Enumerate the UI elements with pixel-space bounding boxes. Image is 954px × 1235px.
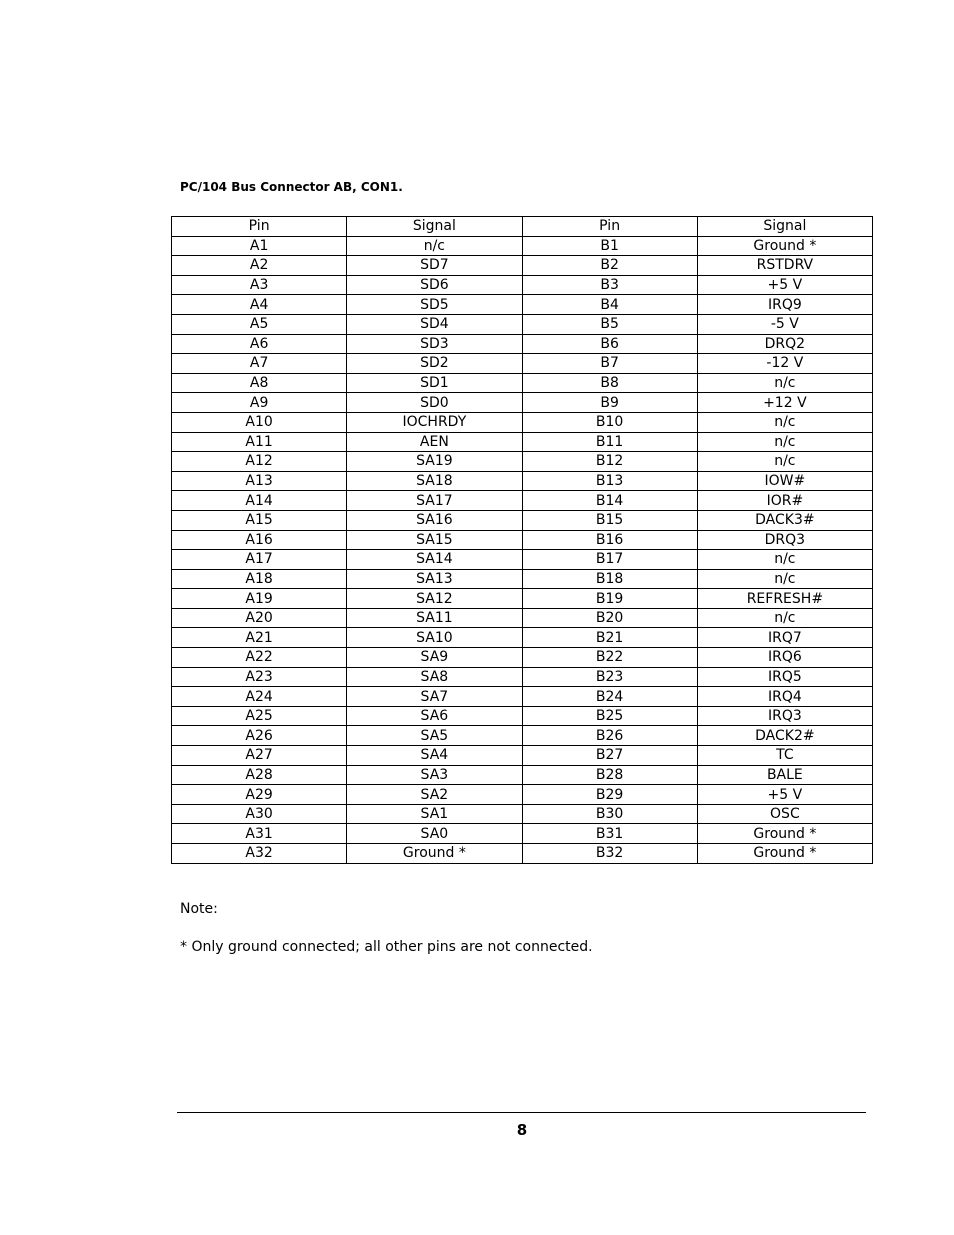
cell-signal-a: SA13 bbox=[347, 569, 522, 589]
cell-pin-b: B25 bbox=[522, 706, 697, 726]
cell-pin-a: A18 bbox=[172, 569, 347, 589]
cell-signal-a: SD4 bbox=[347, 314, 522, 334]
cell-signal-b: +12 V bbox=[697, 393, 872, 413]
cell-pin-a: A14 bbox=[172, 491, 347, 511]
cell-pin-a: A7 bbox=[172, 354, 347, 374]
table-row bbox=[172, 412, 873, 432]
cell-signal-b: +5 V bbox=[697, 275, 872, 295]
cell-pin-a: A19 bbox=[172, 589, 347, 609]
cell-pin-a: A5 bbox=[172, 314, 347, 334]
table-row bbox=[172, 452, 873, 472]
cell-signal-b: RSTDRV bbox=[697, 256, 872, 276]
cell-signal-b: IRQ9 bbox=[697, 295, 872, 315]
table-row bbox=[172, 746, 873, 766]
cell-signal-a: SA7 bbox=[347, 687, 522, 707]
cell-pin-b: B19 bbox=[522, 589, 697, 609]
table-row bbox=[172, 765, 873, 785]
cell-signal-b: DACK2# bbox=[697, 726, 872, 746]
cell-pin-a: A30 bbox=[172, 804, 347, 824]
table-row bbox=[172, 824, 873, 844]
cell-pin-b: B11 bbox=[522, 432, 697, 452]
table-row bbox=[172, 471, 873, 491]
cell-pin-a: A28 bbox=[172, 765, 347, 785]
cell-pin-a: A9 bbox=[172, 393, 347, 413]
cell-signal-b: -5 V bbox=[697, 314, 872, 334]
cell-pin-b: B9 bbox=[522, 393, 697, 413]
cell-pin-a: A1 bbox=[172, 236, 347, 256]
cell-signal-b: IRQ7 bbox=[697, 628, 872, 648]
cell-signal-a: SA19 bbox=[347, 452, 522, 472]
cell-signal-a: SA9 bbox=[347, 648, 522, 668]
cell-signal-a: Ground * bbox=[347, 844, 522, 864]
cell-signal-b: IRQ5 bbox=[697, 667, 872, 687]
cell-pin-b: B6 bbox=[522, 334, 697, 354]
cell-pin-a: A11 bbox=[172, 432, 347, 452]
table-row bbox=[172, 510, 873, 530]
cell-pin-b: B4 bbox=[522, 295, 697, 315]
cell-pin-b: B26 bbox=[522, 726, 697, 746]
cell-signal-a: SA16 bbox=[347, 510, 522, 530]
table-row bbox=[172, 393, 873, 413]
table-row bbox=[172, 648, 873, 668]
cell-pin-a: A23 bbox=[172, 667, 347, 687]
cell-signal-a: SA2 bbox=[347, 785, 522, 805]
table-row bbox=[172, 589, 873, 609]
cell-pin-a: A24 bbox=[172, 687, 347, 707]
cell-signal-a: SA5 bbox=[347, 726, 522, 746]
cell-signal-a: SA17 bbox=[347, 491, 522, 511]
cell-pin-b: B20 bbox=[522, 608, 697, 628]
cell-signal-a: SA4 bbox=[347, 746, 522, 766]
cell-signal-b: DRQ3 bbox=[697, 530, 872, 550]
cell-signal-b: DACK3# bbox=[697, 510, 872, 530]
cell-signal-a: SA18 bbox=[347, 471, 522, 491]
cell-signal-b: IRQ3 bbox=[697, 706, 872, 726]
cell-pin-b: B32 bbox=[522, 844, 697, 864]
pin-table bbox=[171, 216, 873, 864]
cell-signal-a: SA14 bbox=[347, 550, 522, 570]
cell-signal-a: IOCHRDY bbox=[347, 412, 522, 432]
header-pin-a: Pin bbox=[172, 217, 347, 237]
cell-pin-b: B12 bbox=[522, 452, 697, 472]
cell-pin-b: B2 bbox=[522, 256, 697, 276]
table-row bbox=[172, 236, 873, 256]
cell-pin-a: A2 bbox=[172, 256, 347, 276]
cell-pin-b: B14 bbox=[522, 491, 697, 511]
table-row bbox=[172, 608, 873, 628]
cell-pin-b: B31 bbox=[522, 824, 697, 844]
table-row bbox=[172, 628, 873, 648]
cell-pin-b: B22 bbox=[522, 648, 697, 668]
cell-signal-a: SD1 bbox=[347, 373, 522, 393]
cell-signal-a: SD3 bbox=[347, 334, 522, 354]
table-row bbox=[172, 550, 873, 570]
cell-pin-a: A10 bbox=[172, 412, 347, 432]
cell-signal-b: REFRESH# bbox=[697, 589, 872, 609]
cell-signal-b: OSC bbox=[697, 804, 872, 824]
table-row bbox=[172, 256, 873, 276]
table-row bbox=[172, 785, 873, 805]
cell-pin-b: B15 bbox=[522, 510, 697, 530]
cell-pin-a: A20 bbox=[172, 608, 347, 628]
cell-signal-b: TC bbox=[697, 746, 872, 766]
cell-signal-a: SA10 bbox=[347, 628, 522, 648]
cell-signal-b: n/c bbox=[697, 608, 872, 628]
cell-pin-b: B18 bbox=[522, 569, 697, 589]
cell-pin-a: A15 bbox=[172, 510, 347, 530]
footer-divider bbox=[177, 1112, 866, 1113]
cell-pin-a: A3 bbox=[172, 275, 347, 295]
cell-signal-a: SA8 bbox=[347, 667, 522, 687]
cell-pin-b: B7 bbox=[522, 354, 697, 374]
cell-pin-a: A26 bbox=[172, 726, 347, 746]
table-row bbox=[172, 373, 873, 393]
cell-pin-a: A16 bbox=[172, 530, 347, 550]
table-row bbox=[172, 334, 873, 354]
cell-signal-b: n/c bbox=[697, 550, 872, 570]
cell-pin-a: A29 bbox=[172, 785, 347, 805]
cell-pin-b: B17 bbox=[522, 550, 697, 570]
header-pin-b: Pin bbox=[522, 217, 697, 237]
cell-pin-b: B13 bbox=[522, 471, 697, 491]
cell-pin-b: B24 bbox=[522, 687, 697, 707]
cell-signal-b: IRQ4 bbox=[697, 687, 872, 707]
cell-signal-a: SD0 bbox=[347, 393, 522, 413]
table-row bbox=[172, 706, 873, 726]
cell-signal-b: -12 V bbox=[697, 354, 872, 374]
cell-signal-a: SD2 bbox=[347, 354, 522, 374]
header-signal-a: Signal bbox=[347, 217, 522, 237]
table-row bbox=[172, 314, 873, 334]
cell-pin-b: B5 bbox=[522, 314, 697, 334]
table-body bbox=[172, 236, 873, 863]
table-row bbox=[172, 569, 873, 589]
cell-signal-a: SA1 bbox=[347, 804, 522, 824]
cell-pin-a: A12 bbox=[172, 452, 347, 472]
cell-signal-a: SA15 bbox=[347, 530, 522, 550]
table-row bbox=[172, 726, 873, 746]
table-row bbox=[172, 354, 873, 374]
cell-pin-a: A17 bbox=[172, 550, 347, 570]
cell-pin-b: B28 bbox=[522, 765, 697, 785]
cell-signal-a: SA3 bbox=[347, 765, 522, 785]
cell-pin-b: B23 bbox=[522, 667, 697, 687]
page-number: 8 bbox=[516, 1121, 528, 1139]
cell-signal-b: n/c bbox=[697, 432, 872, 452]
table-row bbox=[172, 804, 873, 824]
cell-signal-a: SA6 bbox=[347, 706, 522, 726]
cell-signal-b: IOR# bbox=[697, 491, 872, 511]
header-signal-b: Signal bbox=[697, 217, 872, 237]
cell-signal-b: BALE bbox=[697, 765, 872, 785]
table-row bbox=[172, 432, 873, 452]
cell-pin-b: B16 bbox=[522, 530, 697, 550]
cell-pin-b: B27 bbox=[522, 746, 697, 766]
table-row bbox=[172, 491, 873, 511]
cell-signal-b: n/c bbox=[697, 373, 872, 393]
table-row bbox=[172, 295, 873, 315]
cell-pin-b: B10 bbox=[522, 412, 697, 432]
cell-pin-b: B1 bbox=[522, 236, 697, 256]
table-row bbox=[172, 667, 873, 687]
cell-pin-a: A6 bbox=[172, 334, 347, 354]
table-header-row bbox=[172, 217, 873, 237]
cell-pin-b: B21 bbox=[522, 628, 697, 648]
note-label: Note: bbox=[180, 901, 218, 917]
cell-signal-a: SD6 bbox=[347, 275, 522, 295]
cell-signal-a: SA11 bbox=[347, 608, 522, 628]
table-row bbox=[172, 530, 873, 550]
cell-signal-a: AEN bbox=[347, 432, 522, 452]
cell-pin-a: A21 bbox=[172, 628, 347, 648]
table-row bbox=[172, 844, 873, 864]
table-row bbox=[172, 687, 873, 707]
cell-pin-b: B30 bbox=[522, 804, 697, 824]
cell-signal-b: +5 V bbox=[697, 785, 872, 805]
cell-pin-a: A27 bbox=[172, 746, 347, 766]
cell-pin-b: B3 bbox=[522, 275, 697, 295]
cell-signal-b: n/c bbox=[697, 452, 872, 472]
note-text: * Only ground connected; all other pins are not connected. bbox=[180, 939, 593, 955]
cell-pin-a: A22 bbox=[172, 648, 347, 668]
cell-signal-b: Ground * bbox=[697, 236, 872, 256]
cell-pin-a: A13 bbox=[172, 471, 347, 491]
cell-signal-a: n/c bbox=[347, 236, 522, 256]
cell-signal-b: DRQ2 bbox=[697, 334, 872, 354]
cell-signal-b: n/c bbox=[697, 412, 872, 432]
cell-signal-b: n/c bbox=[697, 569, 872, 589]
cell-pin-a: A4 bbox=[172, 295, 347, 315]
cell-signal-b: IRQ6 bbox=[697, 648, 872, 668]
cell-signal-b: Ground * bbox=[697, 844, 872, 864]
section-heading: PC/104 Bus Connector AB, CON1. bbox=[180, 180, 403, 194]
table-row bbox=[172, 275, 873, 295]
cell-pin-a: A8 bbox=[172, 373, 347, 393]
cell-pin-a: A32 bbox=[172, 844, 347, 864]
cell-signal-a: SD5 bbox=[347, 295, 522, 315]
cell-signal-b: IOW# bbox=[697, 471, 872, 491]
cell-signal-b: Ground * bbox=[697, 824, 872, 844]
cell-signal-a: SA12 bbox=[347, 589, 522, 609]
cell-signal-a: SA0 bbox=[347, 824, 522, 844]
cell-pin-a: A31 bbox=[172, 824, 347, 844]
cell-pin-b: B8 bbox=[522, 373, 697, 393]
cell-signal-a: SD7 bbox=[347, 256, 522, 276]
cell-pin-b: B29 bbox=[522, 785, 697, 805]
cell-pin-a: A25 bbox=[172, 706, 347, 726]
